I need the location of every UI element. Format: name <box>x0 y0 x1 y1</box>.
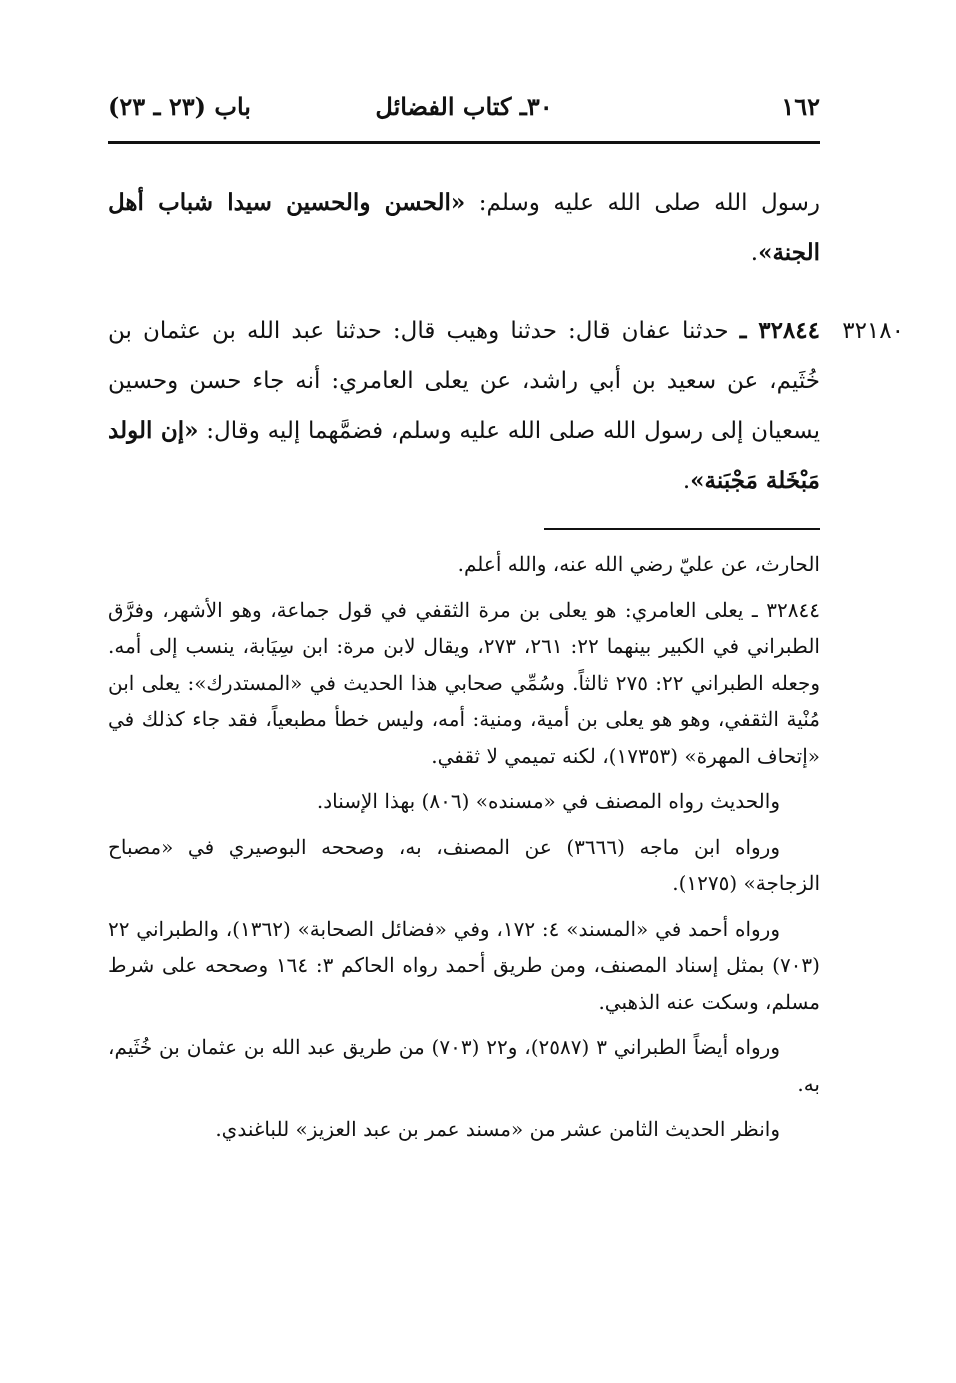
running-header <box>108 92 820 134</box>
section-label: باب (٢٣ ـ ٢٣) <box>108 92 251 121</box>
footnote-musnad: والحديث رواه المصنف في «مسنده» (٨٠٦) بهذا الإسناد. <box>316 789 780 813</box>
header-divider <box>108 141 820 144</box>
hadith-end: . <box>682 468 691 494</box>
main-text <box>108 178 820 506</box>
hadith-paragraph <box>108 306 820 506</box>
hadith-number: ٣٢٨٤٤ ـ <box>739 317 820 344</box>
footnote-ibn-majah: ورواه ابن ماجه (٣٦٦٦) عن المصنف، به، وصححه البوصيري في «مصباح الزجاجة» (١٢٧٥). <box>108 834 820 895</box>
footnote-ahmad: ورواه أحمد في «المسند» ٤: ١٧٢، وفي «فضائل الصحابة» (١٣٦٢)، والطبراني ٢٢ (٧٠٣) بمثل إسناد المصنف، ومن طريق أحمد رواه الحاكم ٣: ١٦٤ وصححه على شرط مسلم، وسكت عنه الذهبي. <box>108 916 820 1014</box>
continuation-quote: «الحسن والحسين سيدا شباب أهل الجنة» <box>108 189 820 266</box>
continuation-paragraph <box>108 178 820 278</box>
continuation-suffix: . <box>750 240 759 266</box>
continuation-prefix: رسول الله صلى الله عليه وسلم: <box>465 190 821 216</box>
footnote-divider <box>544 528 820 530</box>
footnote-continuation: الحارث، عن عليّ رضي الله عنه، والله أعلم. <box>457 552 820 576</box>
hadith-quote: «إن الولد مَبْخَلة مَجْبَنة» <box>108 417 820 494</box>
hadith-text: حدثنا عفان قال: حدثنا وهيب قال: حدثنا عبد الله بن عثمان بن خُثَيم، عن سعيد بن أبي راشد، عن يعلى العامري: أنه جاء حسن وحسين يسعيان إلى رسول الله صلى الله عليه وسلم، فضمَّهما إليه وقال: <box>108 318 820 444</box>
page-number: ١٦٢ <box>781 92 820 121</box>
footnote-narrator-note: ٣٢٨٤٤ ـ يعلى العامري: هو يعلى بن مرة الثقفي في قول جماعة، وهو الأشهر، وفرَّق الطبراني في الكبير بينهما ٢٢: ٢٦١، ٢٧٣، ويقال لابن مرة: ابن سِيَابة، ينسب إلى أمه. وجعله الطبراني ٢٢: ٢٧٥ ثالثاً. وسُمِّي صحابي هذا الحديث في «المستدرك»: يعلى ابن مُنْية الثقفي، وهو هو يعلى بن أمية، ومنية: أمه، وليس خطأ مطبعياً، فقد جاء كذلك في «إتحاف المهرة» (١٧٣٥٣)، لكنه تميمي لا ثقفي. <box>108 597 820 768</box>
book-title: ٣٠ـ كتاب الفضائل <box>375 92 553 121</box>
footnote-tabarani: ورواه أيضاً الطبراني ٣ (٢٥٨٧)، و٢٢ (٧٠٣) من طريق عبد الله بن عثمان بن خُثَيم، به. <box>108 1035 820 1096</box>
margin-number: ٣٢١٨٠ <box>842 318 904 344</box>
footnote-see-also: وانظر الحديث الثامن عشر من «مسند عمر بن عبد العزيز» للباغندي. <box>215 1117 780 1141</box>
footnotes <box>108 546 820 1157</box>
